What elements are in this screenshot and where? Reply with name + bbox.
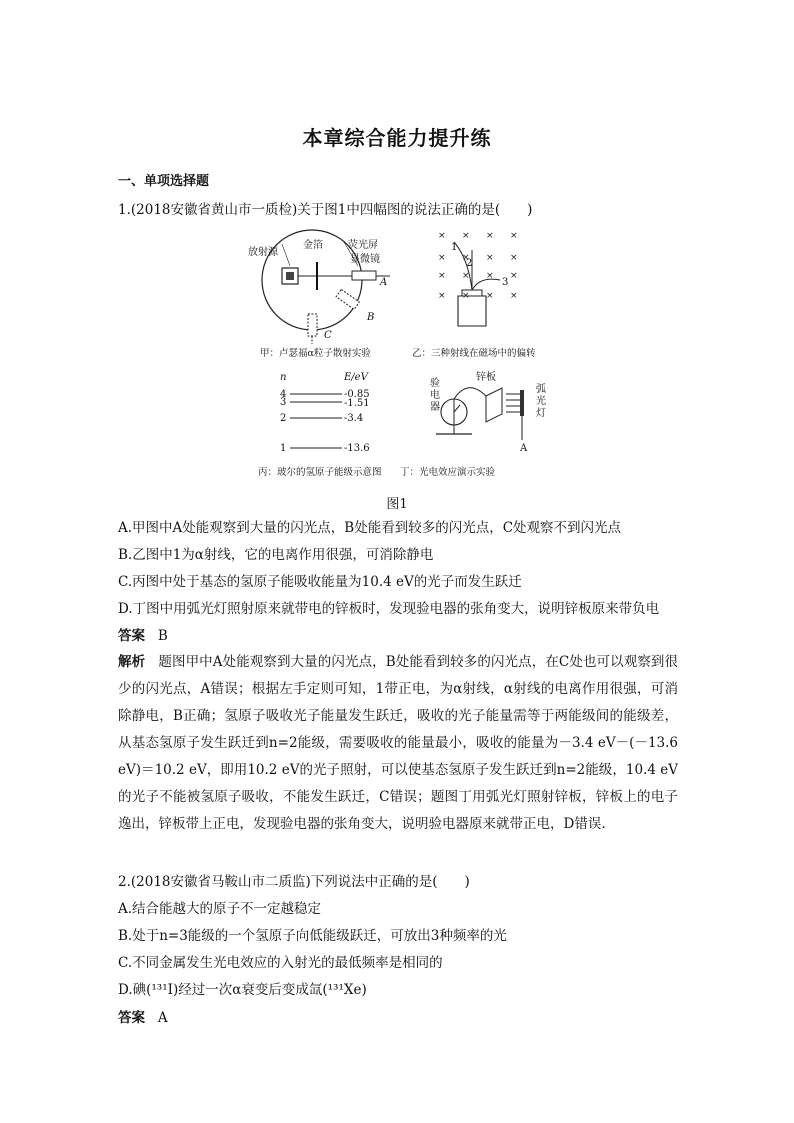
ray-label-1: 1 — [451, 242, 458, 253]
svg-text:×: × — [462, 291, 470, 301]
level-n-2: 2 — [280, 413, 287, 424]
svg-text:×: × — [510, 291, 518, 301]
axis-e-label: E/eV — [344, 372, 368, 383]
level-e-2: -3.4 — [344, 413, 364, 424]
question-1-stem: 1.(2018安徽省黄山市一质检)关于图1中四幅图的说法正确的是( ) — [118, 202, 533, 218]
axis-n-label: n — [280, 372, 287, 383]
label-lamp-2: 光 — [536, 396, 546, 407]
svg-text:×: × — [510, 231, 518, 241]
q2-answer-label: 答案 — [118, 1010, 145, 1026]
label-electroscope-2: 电 — [430, 390, 440, 401]
q1-answer — [118, 626, 168, 646]
ray-label-3: 3 — [502, 277, 509, 288]
section-heading: 一、单项选择题 — [118, 174, 210, 189]
figure-1 — [240, 228, 560, 488]
caption-yi: 乙：三种射线在磁场中的偏转 — [412, 348, 536, 359]
page-title: 本章综合能力提升练 — [302, 126, 492, 150]
svg-text:×: × — [462, 271, 470, 281]
svg-text:×: × — [486, 291, 494, 301]
label-b: B — [367, 312, 375, 323]
q1-answer-label: 答案 — [118, 628, 145, 644]
q1-option-a: A.甲图中A处能观察到大量的闪光点，B处能看到较多的闪光点，C处观察不到闪光点 — [118, 520, 622, 536]
q2-option-c: C.不同金属发生光电效应的入射光的最低频率是相同的 — [118, 955, 443, 971]
level-n-4: 4 — [280, 389, 287, 400]
label-source: 放射源 — [248, 247, 278, 258]
level-e-1: -13.6 — [344, 443, 370, 454]
svg-text:×: × — [438, 291, 446, 301]
q1-option-b: B.乙图中1为α射线，它的电离作用很强，可消除静电 — [118, 547, 434, 563]
label-a: A — [380, 277, 388, 288]
svg-text:×: × — [486, 271, 494, 281]
label-electroscope-1: 验 — [430, 378, 440, 389]
panel-jia — [248, 230, 390, 359]
svg-text:×: × — [438, 271, 446, 281]
caption-bing: 丙：玻尔的氢原子能级示意图 — [258, 467, 382, 478]
q2-option-d: D.碘(¹³¹I)经过一次α衰变后变成氙(¹³¹Xe) — [118, 982, 367, 998]
label-microscope: 显微镜 — [350, 254, 380, 265]
q1-analysis-text: 题图甲中A处能观察到大量的闪光点，B处能看到较多的闪光点，在C处也可以观察到很少的闪光点，A错误；根据左手定则可知，1带正电，为α射线，α射线的电离作用很强，可消除静电，B正确；氢原子吸收光子能量发生跃迁，吸收的光子能量需等于两能级间的能级差，从基态氢原子发生跃迁到n=2能级，需要吸收的能量最小，吸收的能量为－3.4 eV－(－13.6 eV)＝10.2 eV，即用10.2 eV的光子照射，可以使基态氢原子发生跃迁到n=2能级，10.4 eV的光子不能被氢原子吸收，不能发生跃迁，C错误；题图丁用弧光灯照射锌板，锌板上的电子逸出，锌板带上正电，发现验电器的张角变大，说明验电器原来就带正电，D错误. — [118, 654, 679, 832]
q2-option-a: A.结合能越大的原子不一定越稳定 — [118, 901, 322, 917]
question-2-stem: 2.(2018安徽省马鞍山市二质监)下列说法中正确的是( ) — [118, 874, 470, 890]
level-e-3: -1.51 — [344, 398, 370, 409]
caption-jia: 甲：卢瑟福α粒子散射实验 — [260, 348, 371, 359]
label-gold-foil: 金箔 — [303, 240, 323, 251]
label-screen: 荧光屏 — [348, 240, 378, 251]
svg-text:×: × — [510, 253, 518, 263]
svg-text:×: × — [462, 231, 470, 241]
label-electroscope-3: 器 — [430, 402, 440, 413]
label-lamp-1: 弧 — [536, 384, 546, 395]
ray-label-2: 2 — [466, 258, 473, 269]
level-e-4: -0.85 — [344, 389, 370, 400]
panel-ding — [400, 370, 546, 478]
label-lamp-a: A — [520, 443, 528, 454]
label-c: C — [324, 330, 332, 341]
q1-option-c: C.丙图中处于基态的氢原子能吸收能量为10.4 eV的光子而发生跃迁 — [118, 574, 522, 590]
q1-analysis — [118, 649, 678, 838]
svg-text:×: × — [486, 253, 494, 263]
panel-bing — [258, 372, 382, 478]
level-n-1: 1 — [280, 443, 287, 454]
level-n-3: 3 — [280, 397, 287, 408]
panel-yi — [412, 231, 536, 359]
svg-text:×: × — [510, 271, 518, 281]
caption-ding: 丁：光电效应演示实验 — [400, 467, 496, 478]
q2-option-b: B.处于n=3能级的一个氢原子向低能级跃迁，可放出3种频率的光 — [118, 928, 507, 944]
q2-answer-value: A — [157, 1010, 168, 1026]
svg-text:×: × — [438, 231, 446, 241]
label-lamp-3: 灯 — [536, 408, 546, 419]
svg-text:×: × — [438, 253, 446, 263]
q1-analysis-label: 解析 — [118, 654, 146, 670]
q2-answer — [118, 1008, 168, 1028]
svg-text:×: × — [462, 253, 470, 263]
svg-text:×: × — [486, 231, 494, 241]
label-zinc-plate: 锌板 — [476, 372, 496, 383]
figure-label: 图1 — [386, 497, 408, 512]
q1-answer-value: B — [157, 628, 168, 644]
q1-option-d: D.丁图中用弧光灯照射原来就带电的锌板时，发现验电器的张角变大，说明锌板原来带负电 — [118, 601, 660, 617]
